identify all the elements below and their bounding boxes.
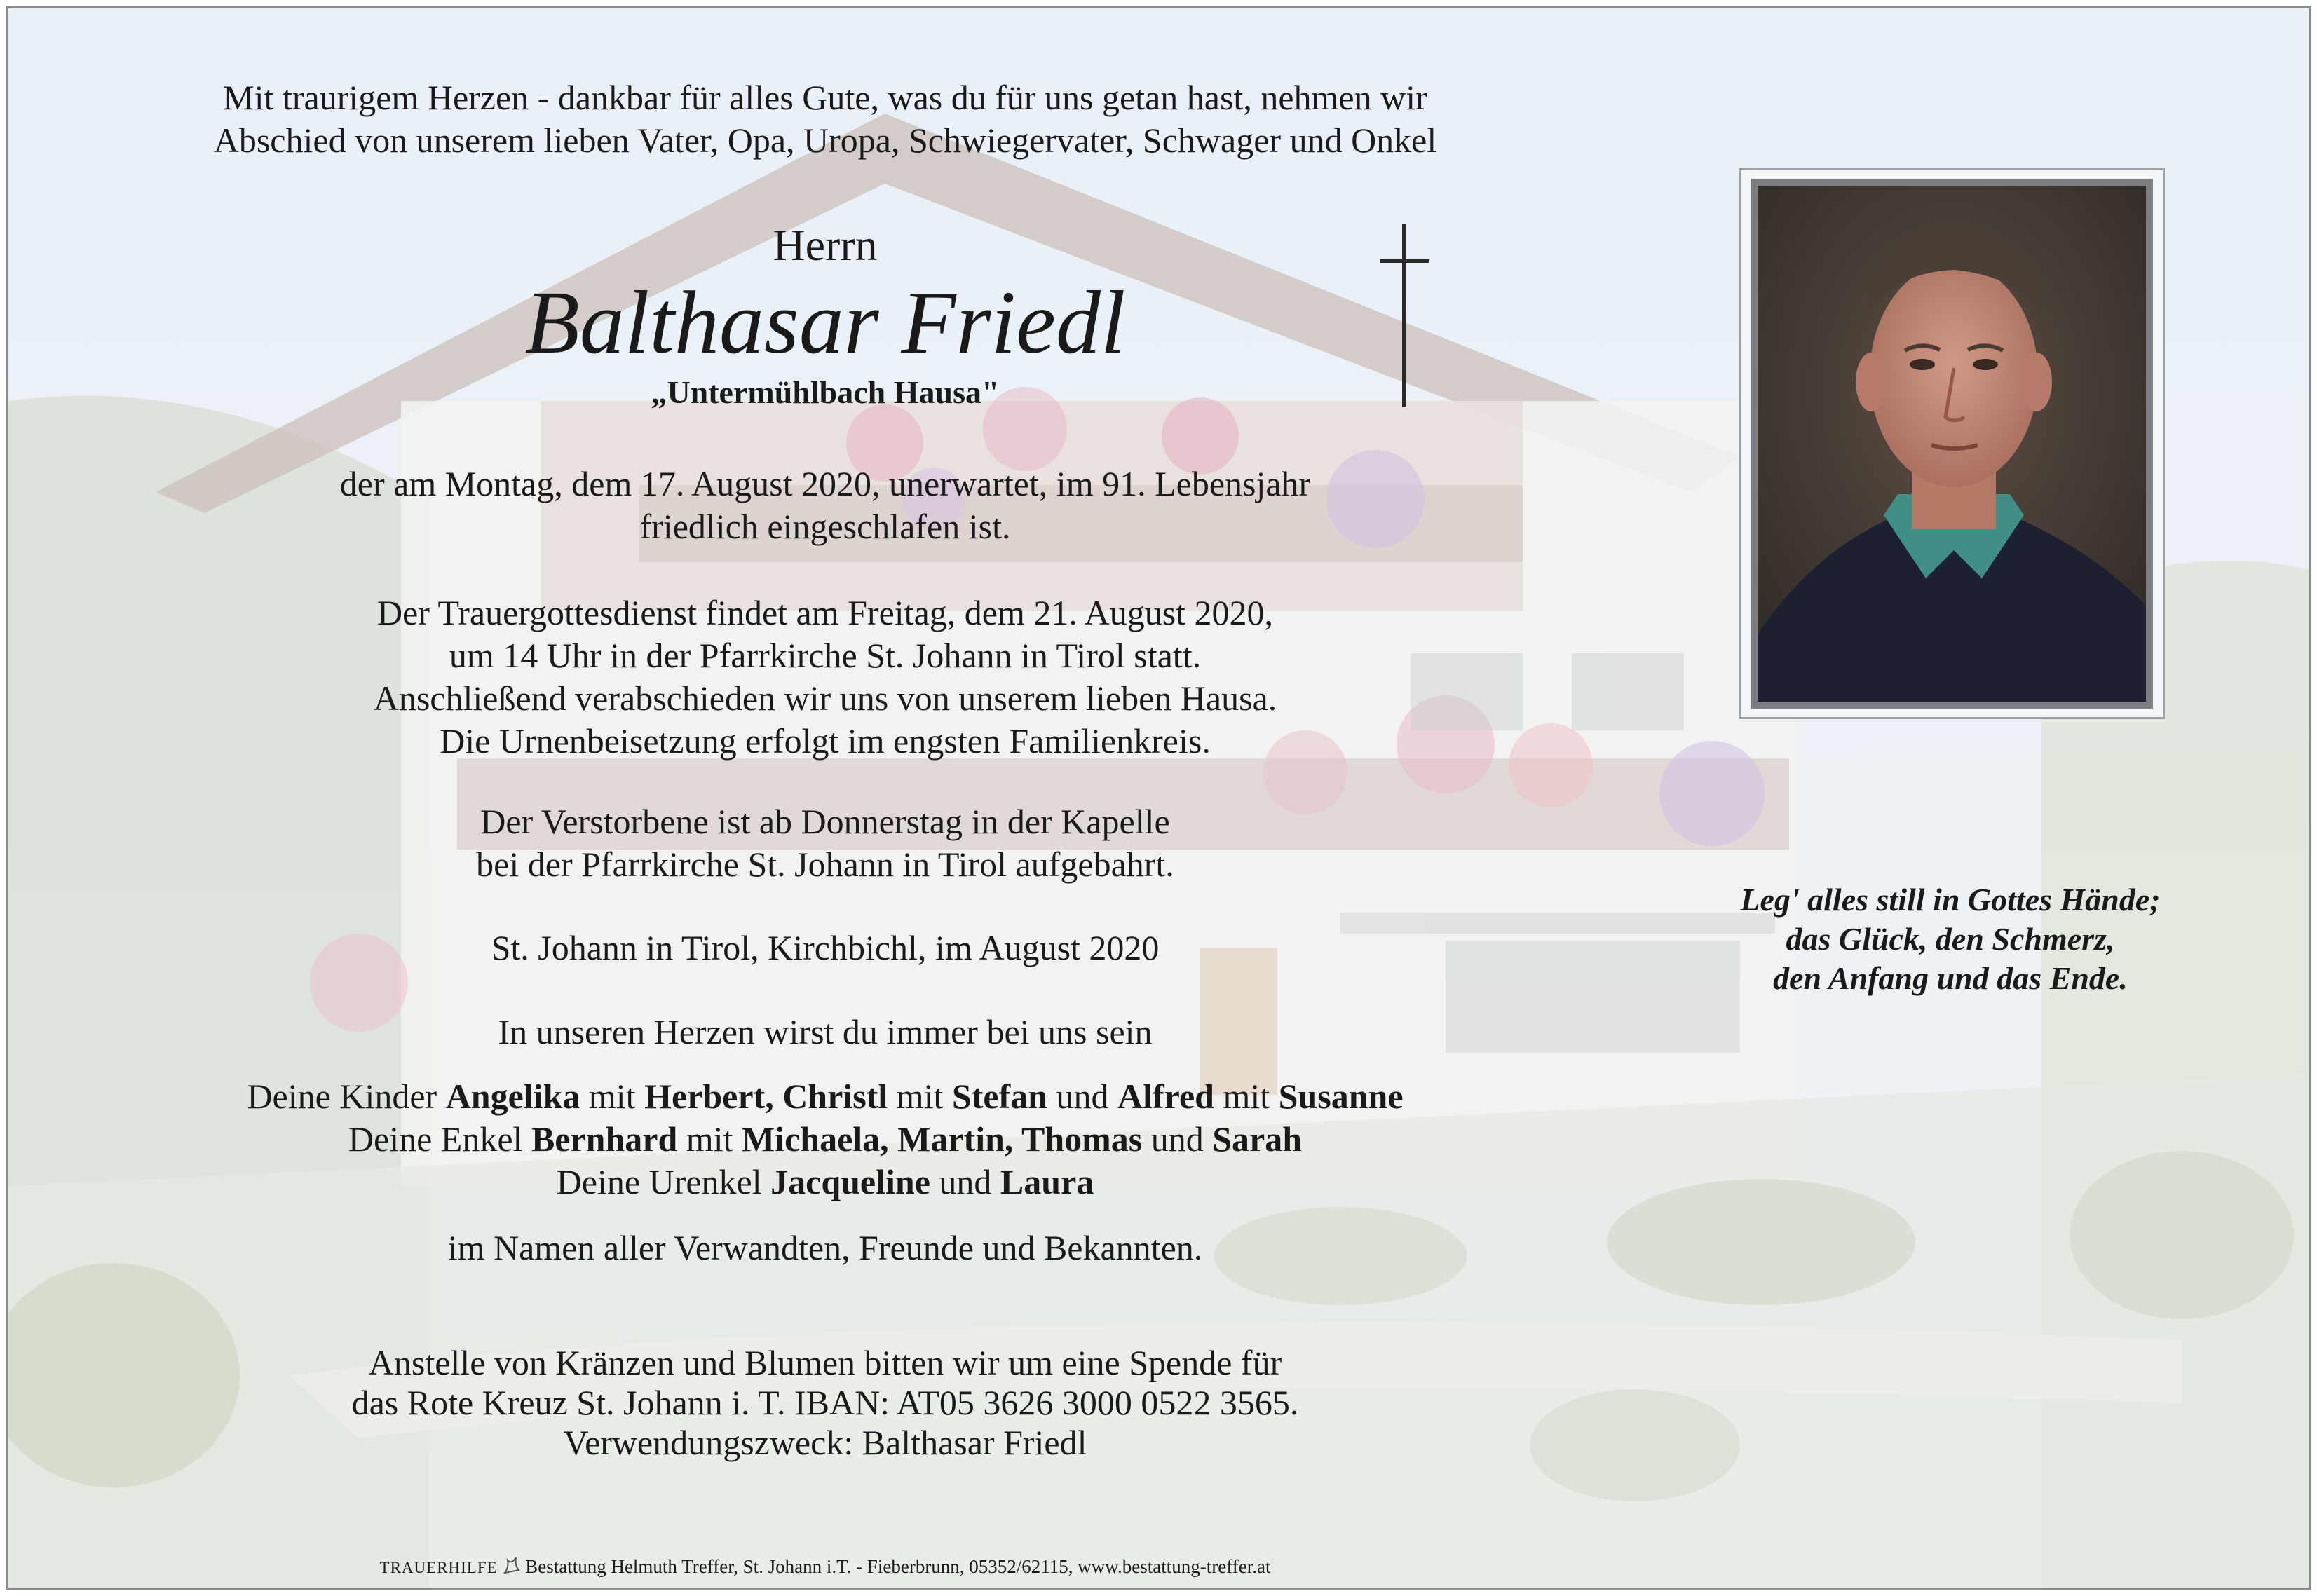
portrait-image xyxy=(1758,186,2146,702)
family-joiner: und xyxy=(1056,1077,1109,1116)
donation-line: das Rote Kreuz St. Johann i. T. IBAN: AT05 3626 3000 0522 3565. xyxy=(351,1383,1299,1422)
family-joiner: mit xyxy=(686,1119,733,1159)
family-name: Herbert, Christl xyxy=(644,1077,888,1116)
family-joiner: mit xyxy=(588,1077,636,1116)
family-name: Angelika xyxy=(445,1077,580,1116)
family-name: Michaela, Martin, Thomas xyxy=(741,1119,1143,1159)
family-children xyxy=(8,1075,1642,1118)
service-line: Der Trauergottesdienst findet am Freitag, dem 21. August 2020, xyxy=(376,593,1274,632)
intro-line: Abschied von unserem lieben Vater, Opa, Uropa, Schwiegervater, Schwager und Onkel xyxy=(213,121,1437,160)
dove-icon xyxy=(502,1555,520,1576)
obituary-card xyxy=(6,6,2311,1590)
family-lead: Deine Enkel xyxy=(348,1119,523,1159)
family-name: Alfred xyxy=(1117,1077,1214,1116)
family-lead: Deine Urenkel xyxy=(556,1162,762,1201)
verse-line: das Glück, den Schmerz, xyxy=(1786,921,2115,957)
footer-text: Bestattung Helmuth Treffer, St. Johann i.T. - Fieberbrunn, 05352/62115, www.bestattung-treffer.at xyxy=(525,1556,1271,1577)
family-name: Stefan xyxy=(951,1077,1047,1116)
footer-brand: TRAUERHILFE xyxy=(379,1559,498,1576)
death-notice-line: der am Montag, dem 17. August 2020, unerwartet, im 91. Lebensjahr xyxy=(339,464,1311,503)
viewing-line: bei der Pfarrkirche St. Johann in Tirol aufgebahrt. xyxy=(476,845,1174,884)
service-line: um 14 Uhr in der Pfarrkirche St. Johann in Tirol statt. xyxy=(449,636,1202,675)
family-greatgrandchildren xyxy=(8,1161,1642,1203)
portrait-photo xyxy=(1751,179,2153,709)
family-name: Susanne xyxy=(1278,1077,1404,1116)
family-joiner: mit xyxy=(896,1077,944,1116)
family-joiner: mit xyxy=(1223,1077,1270,1116)
nickname: „Untermühlbach Hausa" xyxy=(651,374,1000,410)
portrait-frame xyxy=(1739,168,2165,719)
place-date: St. Johann in Tirol, Kirchbichl, im August 2020 xyxy=(491,928,1160,967)
cross-icon xyxy=(1380,224,1429,407)
family-grandchildren xyxy=(8,1118,1642,1161)
viewing-line: Der Verstorbene ist ab Donnerstag in der Kapelle xyxy=(480,802,1170,841)
deceased-name: Balthasar Friedl xyxy=(524,273,1126,372)
service-line: Die Urnenbeisetzung erfolgt im engsten Familienkreis. xyxy=(440,721,1211,761)
family-joiner: und xyxy=(1150,1119,1204,1159)
footer xyxy=(8,1555,1642,1579)
family-lead: Deine Kinder xyxy=(247,1077,437,1116)
intro-line: Mit traurigem Herzen - dankbar für alles Gute, was du für uns getan hast, nehmen wir xyxy=(223,78,1427,117)
donation-line: Verwendungszweck: Balthasar Friedl xyxy=(563,1423,1087,1462)
death-notice-line: friedlich eingeschlafen ist. xyxy=(639,507,1011,546)
family-joiner: und xyxy=(939,1162,992,1201)
family-name: Sarah xyxy=(1212,1119,1303,1159)
family-name: Bernhard xyxy=(531,1119,678,1159)
family-name: Jacqueline xyxy=(770,1162,930,1201)
heart-line: In unseren Herzen wirst du immer bei uns sein xyxy=(498,1012,1153,1051)
donation-line: Anstelle von Kränzen und Blumen bitten wir um eine Spende für xyxy=(368,1343,1282,1382)
verse-line: den Anfang und das Ende. xyxy=(1773,960,2128,996)
family-name: Laura xyxy=(1000,1162,1094,1201)
salutation: Herrn xyxy=(773,220,878,270)
relatives-line: im Namen aller Verwandten, Freunde und Bekannten. xyxy=(447,1228,1203,1267)
service-line: Anschließend verabschieden wir uns von unserem lieben Hausa. xyxy=(373,678,1277,718)
verse-line: Leg' alles still in Gottes Hände; xyxy=(1740,882,2161,918)
